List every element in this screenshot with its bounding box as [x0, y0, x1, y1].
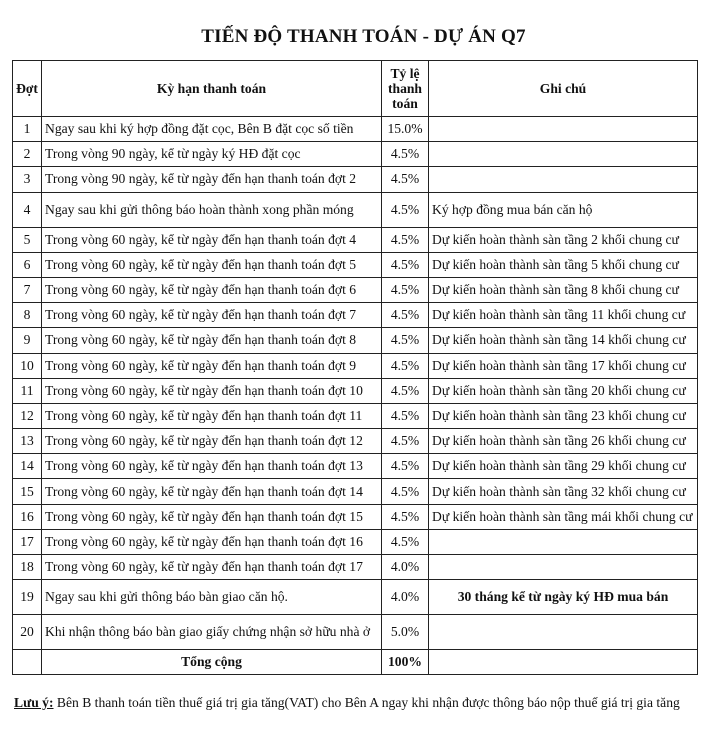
row-ghi-chu: [429, 615, 698, 650]
row-ky-han: Trong vòng 90 ngày, kể từ ngày đến hạn thanh toán đợt 2: [42, 167, 382, 192]
row-ghi-chu: [429, 117, 698, 142]
row-ty-le: 4.0%: [382, 580, 429, 615]
page-title: TIẾN ĐỘ THANH TOÁN - DỰ ÁN Q7: [201, 26, 526, 47]
row-ty-le: 4.5%: [382, 504, 429, 529]
table-row: [13, 328, 698, 353]
row-ky-han: Trong vòng 60 ngày, kể từ ngày đến hạn thanh toán đợt 17: [42, 555, 382, 580]
row-ty-le: 4.5%: [382, 252, 429, 277]
row-ghi-chu: Dự kiến hoàn thành sàn tầng 20 khối chung cư: [429, 378, 698, 403]
table-row: [13, 353, 698, 378]
total-row: [13, 650, 698, 675]
row-ky-han: Trong vòng 60 ngày, kể từ ngày đến hạn thanh toán đợt 16: [42, 529, 382, 554]
table-row: [13, 454, 698, 479]
row-ky-han: Ngay sau khi gửi thông báo bàn giao căn hộ.: [42, 580, 382, 615]
row-dot: 17: [13, 529, 42, 554]
total-empty-note: [429, 650, 698, 675]
row-ky-han: Trong vòng 90 ngày, kể từ ngày ký HĐ đặt cọc: [42, 142, 382, 167]
row-ty-le: 4.5%: [382, 277, 429, 302]
table-row: [13, 615, 698, 650]
row-ky-han: Trong vòng 60 ngày, kể từ ngày đến hạn thanh toán đợt 8: [42, 328, 382, 353]
table-row: [13, 303, 698, 328]
row-ghi-chu: [429, 167, 698, 192]
row-ghi-chu: Dự kiến hoàn thành sàn tầng 17 khối chung cư: [429, 353, 698, 378]
row-dot: 13: [13, 429, 42, 454]
header-ky-han: Kỳ hạn thanh toán: [42, 61, 382, 117]
table-row: [13, 192, 698, 227]
row-ty-le: 15.0%: [382, 117, 429, 142]
row-dot: 12: [13, 403, 42, 428]
row-ty-le: 4.5%: [382, 167, 429, 192]
row-ghi-chu: Dự kiến hoàn thành sàn tầng 14 khối chung cư: [429, 328, 698, 353]
header-ty-le: Tỷ lệ thanh toán: [382, 61, 429, 117]
header-ghi-chu: Ghi chú: [429, 61, 698, 117]
row-ky-han: Trong vòng 60 ngày, kể từ ngày đến hạn thanh toán đợt 15: [42, 504, 382, 529]
row-ky-han: Ngay sau khi gửi thông báo hoàn thành xong phần móng: [42, 192, 382, 227]
row-ky-han: Trong vòng 60 ngày, kể từ ngày đến hạn thanh toán đợt 6: [42, 277, 382, 302]
row-ky-han: Khi nhận thông báo bàn giao giấy chứng nhận sở hữu nhà ở: [42, 615, 382, 650]
row-ghi-chu: Dự kiến hoàn thành sàn tầng 32 khối chung cư: [429, 479, 698, 504]
row-ky-han: Trong vòng 60 ngày, kể từ ngày đến hạn thanh toán đợt 13: [42, 454, 382, 479]
footnote-text: Bên B thanh toán tiền thuế giá trị gia tăng(VAT) cho Bên A ngay khi nhận được thông báo nộp thuế giá trị gia tăng: [53, 695, 680, 710]
row-ky-han: Trong vòng 60 ngày, kể từ ngày đến hạn thanh toán đợt 10: [42, 378, 382, 403]
table-row: [13, 117, 698, 142]
row-dot: 10: [13, 353, 42, 378]
row-ty-le: 4.5%: [382, 192, 429, 227]
row-ty-le: 4.5%: [382, 328, 429, 353]
row-ty-le: 4.5%: [382, 303, 429, 328]
table-row: [13, 142, 698, 167]
total-empty-cell: [13, 650, 42, 675]
row-ty-le: 4.5%: [382, 142, 429, 167]
row-dot: 7: [13, 277, 42, 302]
row-dot: 6: [13, 252, 42, 277]
table-row: [13, 378, 698, 403]
row-ky-han: Trong vòng 60 ngày, kể từ ngày đến hạn thanh toán đợt 11: [42, 403, 382, 428]
row-dot: 1: [13, 117, 42, 142]
row-ghi-chu: [429, 555, 698, 580]
row-ghi-chu: Dự kiến hoàn thành sàn tầng 11 khối chung cư: [429, 303, 698, 328]
row-ghi-chu: [429, 142, 698, 167]
row-dot: 15: [13, 479, 42, 504]
footnote-label: Lưu ý:: [14, 695, 54, 710]
row-ghi-chu: Dự kiến hoàn thành sàn tầng 29 khối chung cư: [429, 454, 698, 479]
total-value: 100%: [382, 650, 429, 675]
row-ghi-chu: Dự kiến hoàn thành sàn tầng mái khối chung cư: [429, 504, 698, 529]
row-ky-han: Trong vòng 60 ngày, kể từ ngày đến hạn thanh toán đợt 5: [42, 252, 382, 277]
row-dot: 3: [13, 167, 42, 192]
table-row: [13, 403, 698, 428]
table-row: [13, 167, 698, 192]
table-body: [13, 117, 698, 650]
table-row: [13, 504, 698, 529]
table-header-row: [13, 61, 698, 117]
row-dot: 16: [13, 504, 42, 529]
row-ky-han: Trong vòng 60 ngày, kể từ ngày đến hạn thanh toán đợt 9: [42, 353, 382, 378]
row-ky-han: Trong vòng 60 ngày, kể từ ngày đến hạn thanh toán đợt 14: [42, 479, 382, 504]
row-ty-le: 4.5%: [382, 479, 429, 504]
row-dot: 20: [13, 615, 42, 650]
row-ghi-chu: Dự kiến hoàn thành sàn tầng 26 khối chung cư: [429, 429, 698, 454]
row-ky-han: Trong vòng 60 ngày, kể từ ngày đến hạn thanh toán đợt 12: [42, 429, 382, 454]
row-ghi-chu: Dự kiến hoàn thành sàn tầng 23 khối chung cư: [429, 403, 698, 428]
table-row: [13, 252, 698, 277]
row-dot: 14: [13, 454, 42, 479]
table-row: [13, 580, 698, 615]
row-dot: 8: [13, 303, 42, 328]
row-dot: 11: [13, 378, 42, 403]
header-dot: Đợt: [13, 61, 42, 117]
table-row: [13, 429, 698, 454]
row-dot: 18: [13, 555, 42, 580]
row-ghi-chu: 30 tháng kể từ ngày ký HĐ mua bán: [429, 580, 698, 615]
row-ky-han: Ngay sau khi ký hợp đồng đặt cọc, Bên B đặt cọc số tiền: [42, 117, 382, 142]
table-row: [13, 555, 698, 580]
row-ty-le: 4.5%: [382, 454, 429, 479]
row-dot: 19: [13, 580, 42, 615]
row-ky-han: Trong vòng 60 ngày, kể từ ngày đến hạn thanh toán đợt 7: [42, 303, 382, 328]
row-ghi-chu: Dự kiến hoàn thành sàn tầng 8 khối chung cư: [429, 277, 698, 302]
total-label: Tổng cộng: [42, 650, 382, 675]
row-ghi-chu: [429, 529, 698, 554]
row-ty-le: 4.5%: [382, 378, 429, 403]
row-ghi-chu: Dự kiến hoàn thành sàn tầng 2 khối chung cư: [429, 227, 698, 252]
row-ky-han: Trong vòng 60 ngày, kể từ ngày đến hạn thanh toán đợt 4: [42, 227, 382, 252]
table-row: [13, 227, 698, 252]
row-ghi-chu: Ký hợp đồng mua bán căn hộ: [429, 192, 698, 227]
row-ty-le: 4.5%: [382, 353, 429, 378]
row-ty-le: 4.0%: [382, 555, 429, 580]
row-ty-le: 4.5%: [382, 429, 429, 454]
footnote: [14, 695, 680, 711]
row-ty-le: 4.5%: [382, 227, 429, 252]
row-ty-le: 4.5%: [382, 529, 429, 554]
row-dot: 9: [13, 328, 42, 353]
row-dot: 5: [13, 227, 42, 252]
table-row: [13, 277, 698, 302]
payment-schedule-table: [12, 60, 698, 675]
row-ty-le: 4.5%: [382, 403, 429, 428]
row-ghi-chu: Dự kiến hoàn thành sàn tầng 5 khối chung cư: [429, 252, 698, 277]
row-ty-le: 5.0%: [382, 615, 429, 650]
row-dot: 4: [13, 192, 42, 227]
table-row: [13, 479, 698, 504]
table-row: [13, 529, 698, 554]
row-dot: 2: [13, 142, 42, 167]
